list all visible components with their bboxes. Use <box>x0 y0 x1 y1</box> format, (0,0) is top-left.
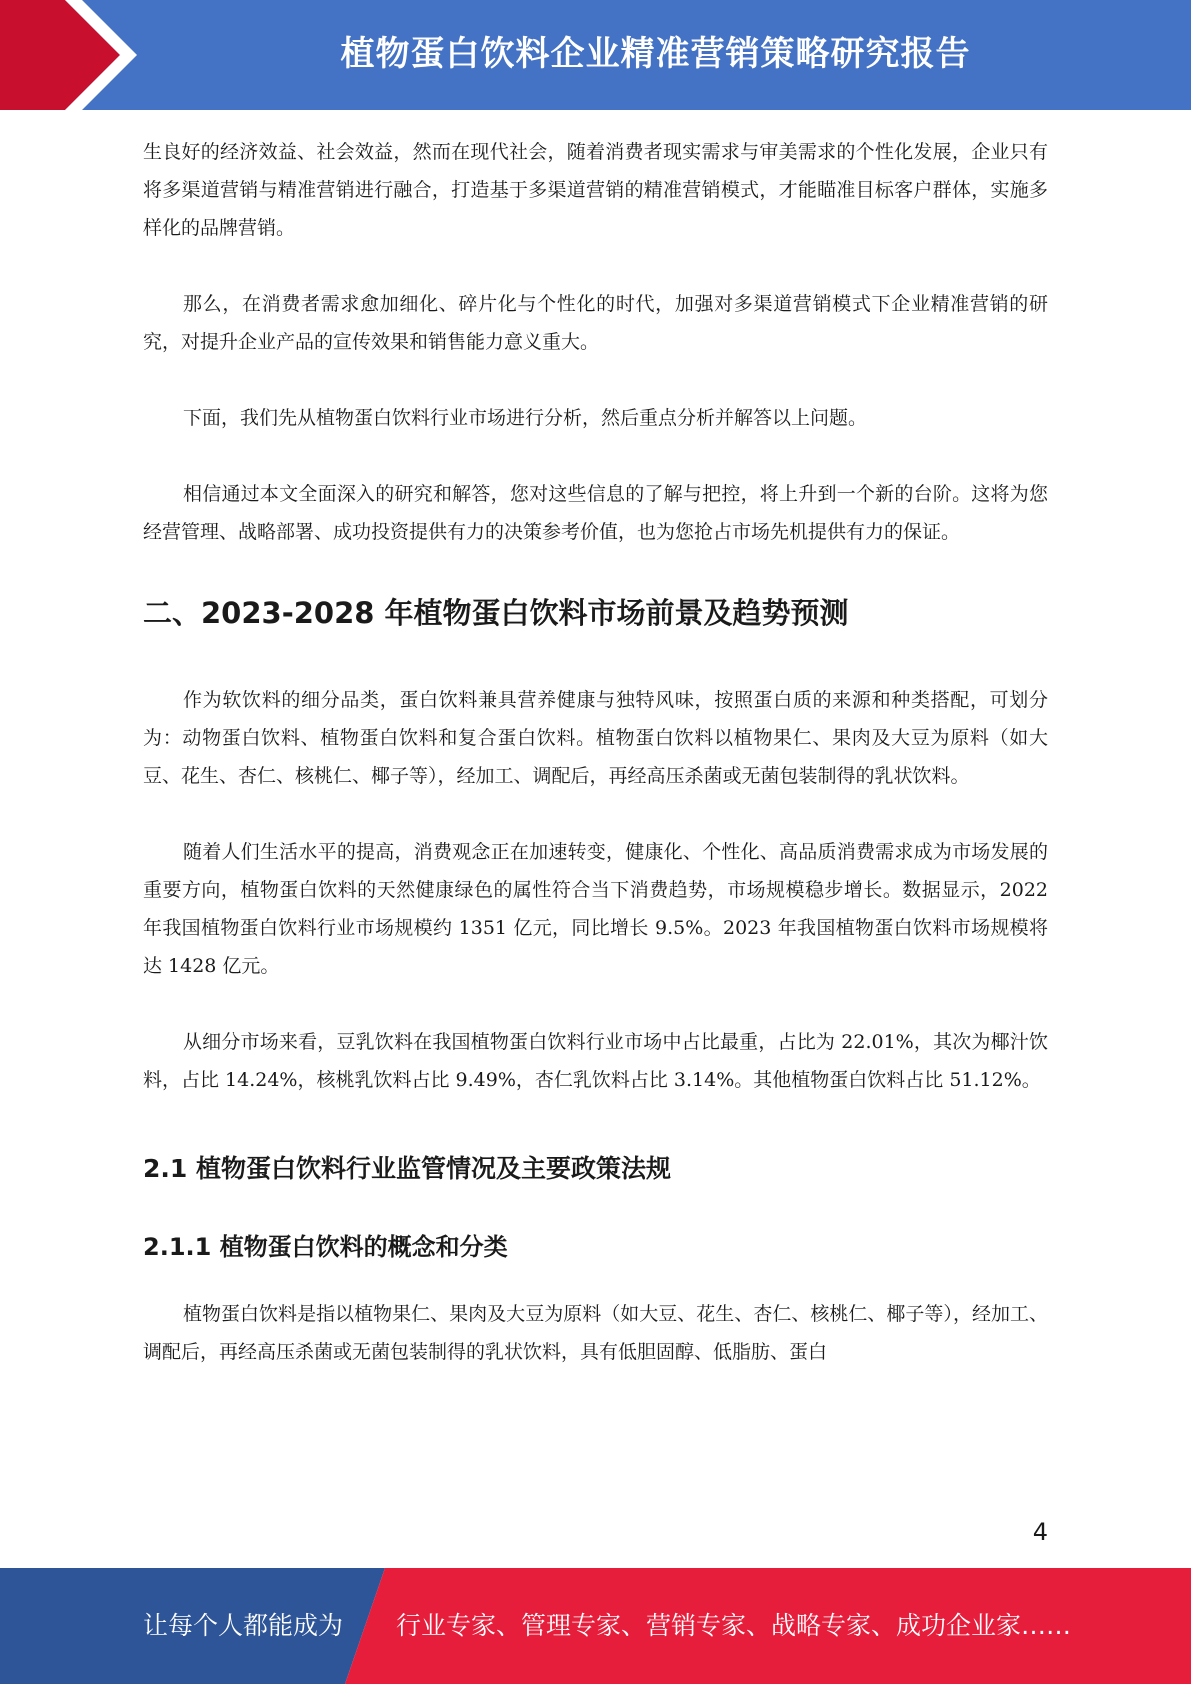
page-footer <box>0 1568 1191 1684</box>
subsubsection-heading: 2.1.1 植物蛋白饮料的概念和分类 <box>143 1233 508 1261</box>
paragraph: 相信通过本文全面深入的研究和解答，您对这些信息的了解与把控，将上升到一个新的台阶。这将为您经营管理、战略部署、成功投资提供有力的决策参考价值，也为您抢占市场先机提供有力的保证。 <box>143 483 1048 543</box>
paragraph: 从细分市场来看，豆乳饮料在我国植物蛋白饮料行业市场中占比最重，占比为 22.01%，其次为椰汁饮料，占比 14.24%，核桃乳饮料占比 9.49%，杏仁乳饮料占比 3.14%。其他植物蛋白饮料占比 51.12%。 <box>143 1031 1048 1091</box>
section-heading: 二、2023-2028 年植物蛋白饮料市场前景及趋势预测 <box>143 596 849 630</box>
footer-slogan-right: 行业专家、管理专家、营销专家、战略专家、成功企业家…… <box>396 1611 1072 1640</box>
paragraph: 生良好的经济效益、社会效益，然而在现代社会，随着消费者现实需求与审美需求的个性化发展，企业只有将多渠道营销与精准营销进行融合，打造基于多渠道营销的精准营销模式，才能瞄准目标客户群体，实施多样化的品牌营销。 <box>143 141 1048 239</box>
paragraph: 下面，我们先从植物蛋白饮料行业市场进行分析，然后重点分析并解答以上问题。 <box>183 407 868 429</box>
page-header <box>0 0 1191 110</box>
report-title: 植物蛋白饮料企业精准营销策略研究报告 <box>340 34 971 74</box>
footer-slogan-left: 让每个人都能成为 <box>143 1611 344 1640</box>
paragraph: 作为软饮料的细分品类，蛋白饮料兼具营养健康与独特风味，按照蛋白质的来源和种类搭配，可划分为：动物蛋白饮料、植物蛋白饮料和复合蛋白饮料。植物蛋白饮料以植物果仁、果肉及大豆为原料（如大豆、花生、杏仁、核桃仁、椰子等），经加工、调配后，再经高压杀菌或无菌包装制得的乳状饮料。 <box>143 689 1048 787</box>
document-body <box>143 133 1048 1371</box>
paragraph: 那么，在消费者需求愈加细化、碎片化与个性化的时代，加强对多渠道营销模式下企业精准营销的研究，对提升企业产品的宣传效果和销售能力意义重大。 <box>143 293 1048 353</box>
subsection-heading: 2.1 植物蛋白饮料行业监管情况及主要政策法规 <box>143 1154 671 1183</box>
paragraph: 植物蛋白饮料是指以植物果仁、果肉及大豆为原料（如大豆、花生、杏仁、核桃仁、椰子等），经加工、调配后，再经高压杀菌或无菌包装制得的乳状饮料，具有低胆固醇、低脂肪、蛋白 <box>143 1303 1048 1363</box>
page-number: 4 <box>1032 1518 1048 1546</box>
paragraph: 随着人们生活水平的提高，消费观念正在加速转变，健康化、个性化、高品质消费需求成为市场发展的重要方向，植物蛋白饮料的天然健康绿色的属性符合当下消费趋势，市场规模稳步增长。数据显示，2022 年我国植物蛋白饮料行业市场规模约 1351 亿元，同比增长 9.5%。2023 年我国植物蛋白饮料市场规模将达 1428 亿元。 <box>143 841 1048 977</box>
